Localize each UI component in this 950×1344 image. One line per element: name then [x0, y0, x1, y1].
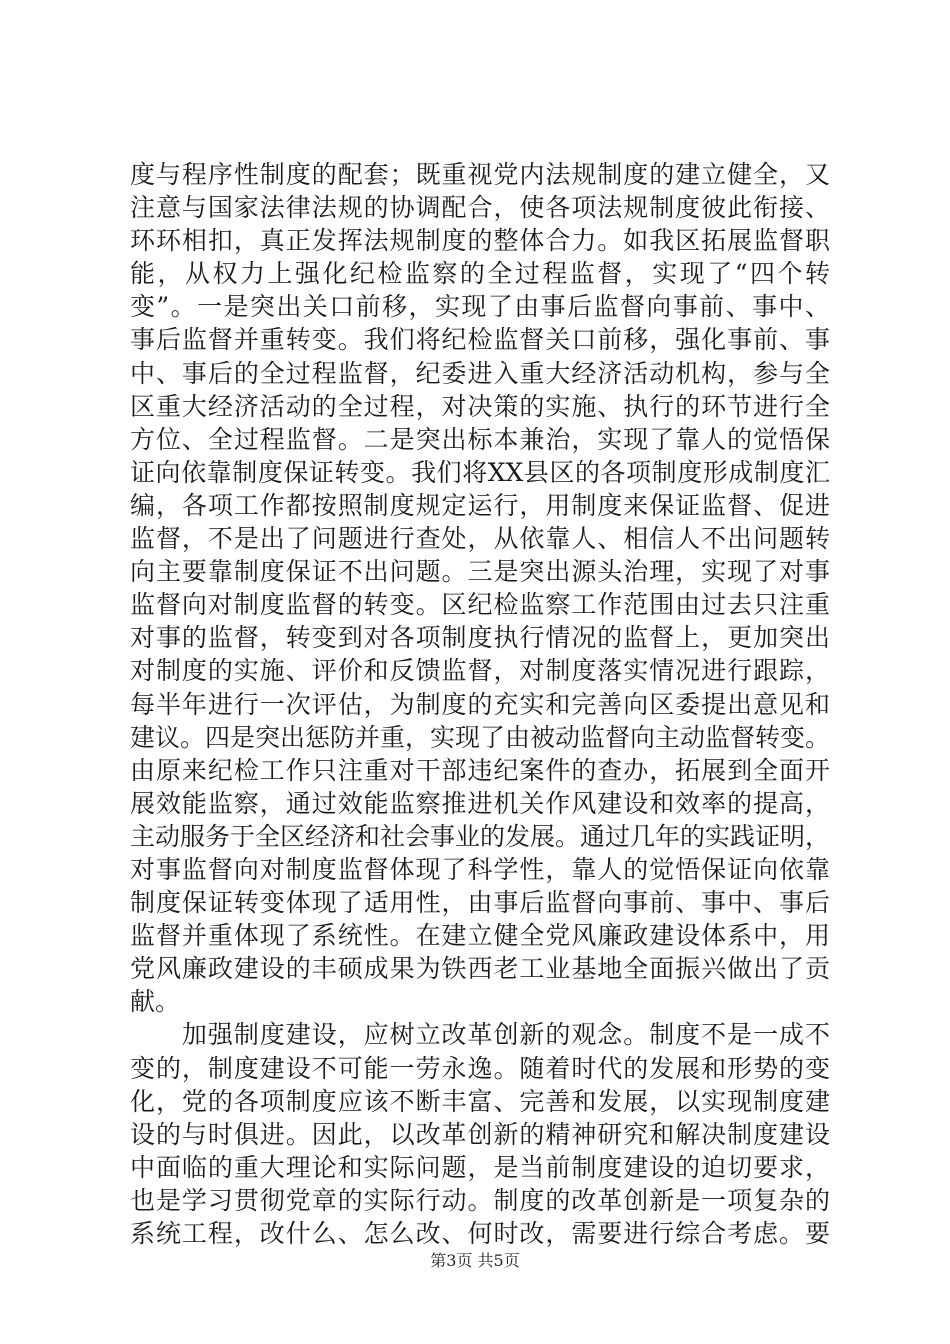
text-line: 监督，不是出了问题进行查处，从依靠人、相信人不出问题转 [130, 524, 830, 554]
text-line: 事后监督并重转变。我们将纪检监督关口前移，强化事前、事 [130, 325, 830, 355]
text-line: 对事监督向对制度监督体现了科学性，靠人的觉悟保证向依靠 [130, 854, 830, 884]
text-line: 证向依靠制度保证转变。我们将XX县区的各项制度形成制度汇 [130, 457, 830, 487]
text-line: 建议。四是突出惩防并重，实现了由被动监督向主动监督转变。 [130, 722, 831, 752]
text-line: 每半年进行一次评估，为制度的充实和完善向区委提出意见和 [130, 689, 830, 719]
text-line: 由原来纪检工作只注重对干部违纪案件的查办，拓展到全面开 [130, 755, 830, 785]
text-line: 中面临的重大理论和实际问题，是当前制度建设的迫切要求， [130, 1152, 830, 1182]
text-line: 展效能监察，通过效能监察推进机关作风建设和效率的提高， [130, 788, 830, 818]
text-line: 方位、全过程监督。二是突出标本兼治，实现了靠人的觉悟保 [130, 424, 830, 454]
text-line: 向主要靠制度保证不出问题。三是突出源头治理，实现了对事 [130, 557, 830, 587]
text-line: 制度保证转变体现了适用性，由事后监督向事前、事中、事后 [130, 888, 830, 918]
text-line: 加强制度建设，应树立改革创新的观念。制度不是一成不 [130, 1020, 830, 1050]
text-line: 监督并重体现了系统性。在建立健全党风廉政建设体系中，用 [130, 921, 830, 951]
text-line: 监督向对制度监督的转变。区纪检监察工作范围由过去只注重 [130, 590, 830, 620]
text-line: 注意与国家法律法规的协调配合，使各项法规制度彼此衔接、 [130, 193, 830, 223]
text-line: 设的与时俱进。因此，以改革创新的精神研究和解决制度建设 [130, 1119, 830, 1149]
page-footer: 第3页 共5页 [430, 1251, 520, 1270]
text-line: 系统工程，改什么、怎么改、何时改，需要进行综合考虑。要 [130, 1219, 830, 1248]
text-line: 区重大经济活动的全过程，对决策的实施、执行的环节进行全 [130, 391, 830, 421]
text-line: 对制度的实施、评价和反馈监督，对制度落实情况进行跟踪， [130, 656, 830, 686]
text-line: 能，从权力上强化纪检监察的全过程监督，实现了“四个转 [130, 259, 830, 289]
text-line: 也是学习贯彻党章的实际行动。制度的改革创新是一项复杂的 [130, 1185, 830, 1215]
text-line: 化，党的各项制度应该不断丰富、完善和发展，以实现制度建 [130, 1086, 830, 1116]
text-line: 党风廉政建设的丰硕成果为铁西老工业基地全面振兴做出了贡 [130, 954, 830, 984]
body-text [130, 158, 830, 1250]
text-line: 度与程序性制度的配套；既重视党内法规制度的建立健全，又 [130, 160, 830, 189]
text-line: 变”。一是突出关口前移，实现了由事后监督向事前、事中、 [130, 292, 830, 322]
text-line: 环环相扣，真正发挥法规制度的整体合力。如我区拓展监督职 [130, 226, 830, 256]
text-line: 献。 [130, 987, 181, 1017]
text-line: 中、事后的全过程监督，纪委进入重大经济活动机构，参与全 [130, 358, 830, 388]
text-line: 对事的监督，转变到对各项制度执行情况的监督上，更加突出 [130, 623, 830, 653]
text-line: 变的，制度建设不可能一劳永逸。随着时代的发展和形势的变 [130, 1053, 830, 1083]
text-line: 编，各项工作都按照制度规定运行，用制度来保证监督、促进 [130, 490, 830, 520]
text-line: 主动服务于全区经济和社会事业的发展。通过几年的实践证明， [130, 821, 831, 851]
